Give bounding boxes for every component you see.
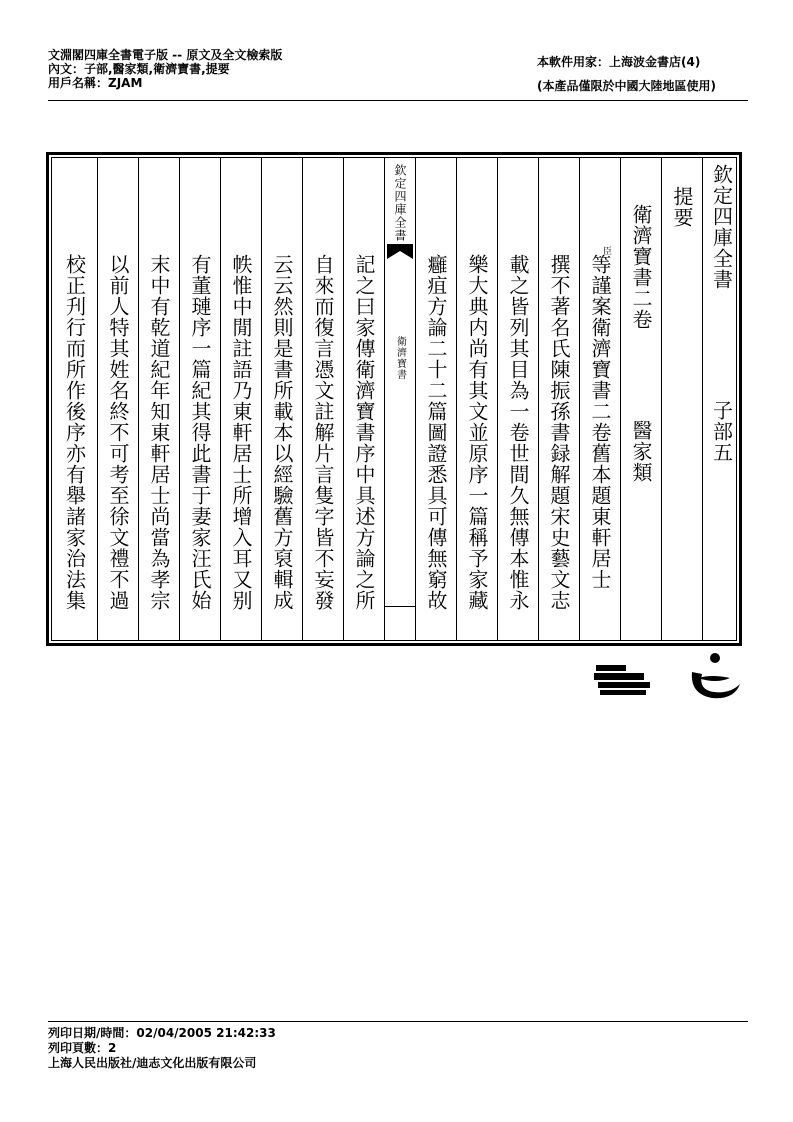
column-text: 以前人特其姓名終不可考至徐文禮不過 xyxy=(106,254,130,611)
text-column-9 xyxy=(220,158,261,640)
library-seal-mark xyxy=(594,663,654,697)
text-column-6 xyxy=(343,158,384,640)
column-text: 有董璉序一篇紀其得此書于妻家汪氏始 xyxy=(188,254,212,611)
column-text: 等謹案衛濟寶書二卷舊本題東軒居士 xyxy=(588,254,612,590)
column-text: 樂大典内尚有其文並原序一篇稱予家藏 xyxy=(465,254,489,611)
spine-column xyxy=(384,158,415,640)
text-column-10 xyxy=(179,158,220,640)
column-text: 末中有乾道紀年知東軒居士尚當為孝宗 xyxy=(147,254,171,611)
column-text: 癰疽方論二十二篇圖證悉具可傳無窮故 xyxy=(424,254,448,611)
title-column xyxy=(702,158,740,640)
header-left xyxy=(48,48,282,90)
text-column-12 xyxy=(97,158,138,640)
column-text: 撰不著名氏陳振孫書録解題宋史藝文志 xyxy=(547,254,571,611)
library-emblem-mark xyxy=(684,650,744,706)
spine-book-title: 衛濟寶書 xyxy=(394,336,406,380)
chen-character: 臣 xyxy=(601,246,611,256)
column-text: 載之皆列其目為一卷世間久無傳本惟永 xyxy=(506,254,530,611)
column-text: 記之曰家傳衛濟寶書序中具述方論之所 xyxy=(352,254,376,611)
header-region-note: (本產品僅限於中國大陸地區使用) xyxy=(537,79,716,93)
section-label: 子部五 xyxy=(709,400,734,463)
text-column-3 xyxy=(497,158,538,640)
footer-rule xyxy=(48,1021,748,1022)
page-inner-border xyxy=(51,157,737,641)
column-text: 校正刋行而所作後序亦有舉諸家治法集 xyxy=(62,254,87,611)
column-text: 帙惟中閒註語乃東軒居士所增入耳又别 xyxy=(229,254,253,611)
text-column-4 xyxy=(456,158,497,640)
text-column-13 xyxy=(52,158,97,640)
header-content-path: 內文：子部,醫家類,衛濟寶書,提要 xyxy=(48,62,230,76)
print-datetime: 列印日期/時間：02/04/2005 21:42:33 xyxy=(48,1026,276,1040)
header-title: 文淵閣四庫全書電子版 -- 原文及全文檢索版 xyxy=(48,48,283,62)
spine-title: 欽定四庫全書 xyxy=(393,164,407,242)
fishtail-mark xyxy=(386,244,414,260)
header-right xyxy=(537,55,716,103)
text-column-7 xyxy=(302,158,343,640)
text-column-8 xyxy=(261,158,302,640)
publisher-line: 上海人民出版社/迪志文化出版有限公司 xyxy=(48,1056,257,1070)
tiyao-column xyxy=(661,158,702,640)
footer xyxy=(48,1026,276,1071)
text-column-1 xyxy=(579,158,620,640)
column-text: 云云然則是書所載本以經驗舊方裒輯成 xyxy=(270,254,294,611)
text-column-5 xyxy=(415,158,456,640)
column-text: 自來而復言憑文註解片言隻字皆不妄發 xyxy=(311,254,335,611)
collection-title: 欽定四庫全書 xyxy=(709,164,734,290)
print-page-count: 列印頁數：2 xyxy=(48,1041,117,1055)
tiyao-label: 提要 xyxy=(670,186,694,228)
category-label: 醫家類 xyxy=(629,420,653,483)
header-licensee: 本軟件用家：上海波金書店(4) xyxy=(537,55,701,69)
spine-divider xyxy=(385,606,415,607)
text-column-2 xyxy=(538,158,579,640)
text-column-11 xyxy=(138,158,179,640)
book-title: 衛濟寶書二卷 xyxy=(629,204,653,330)
header-rule xyxy=(48,100,748,101)
header-username: 用戶名稱：ZJAM xyxy=(48,76,143,90)
page-frame xyxy=(46,152,742,646)
book-title-column xyxy=(620,158,661,640)
